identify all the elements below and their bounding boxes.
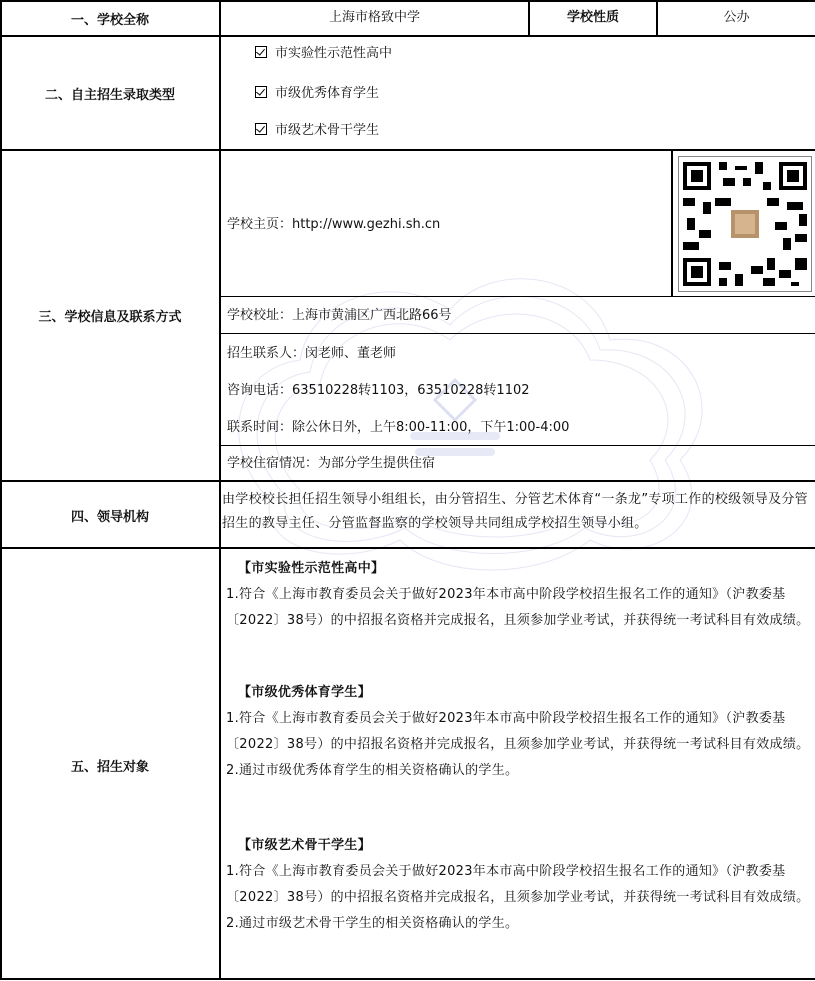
target-section: [226, 556, 813, 634]
target-section: [226, 680, 813, 784]
target-section-title: 【市级艺术骨干学生】: [238, 838, 372, 853]
contact-person: 招生联系人：闵老师、董老师: [227, 346, 397, 361]
contact-phone: 咨询电话：63510228转1103，63510228转1102: [227, 383, 530, 398]
admission-type-item: 市实验性示范性高中: [255, 45, 392, 63]
label-contact-info: 三、学校信息及联系方式: [38, 310, 182, 325]
target-item: 2.通过市级优秀体育学生的相关资格确认的学生。: [226, 763, 519, 778]
lodging-info: 学校住宿情况：为部分学生提供住宿: [227, 456, 436, 471]
homepage[interactable]: 学校主页：http://www.gezhi.sh.cn: [227, 217, 441, 232]
label-leadership: 四、领导机构: [70, 510, 149, 525]
school-address: 学校校址：上海市黄浦区广西北路66号: [227, 308, 452, 323]
target-section: [226, 833, 813, 937]
checked-box-icon: [255, 123, 267, 135]
label-school-type: 学校性质: [566, 10, 619, 25]
target-item: 1.符合《上海市教育委员会关于做好2023年本市高中阶段学校招生报名工作的通知》（沪教委基〔2022〕38号）的中招报名资格并完成报名，且须参加学业考试，并获得统一考试科目有效成绩。: [226, 711, 810, 752]
checked-box-icon: [255, 46, 267, 58]
target-item: 1.符合《上海市教育委员会关于做好2023年本市高中阶段学校招生报名工作的通知》（沪教委基〔2022〕38号）的中招报名资格并完成报名，且须参加学业考试，并获得统一考试科目有效成绩。: [226, 587, 810, 628]
school-type: 公办: [723, 10, 750, 25]
leadership-text: 由学校校长担任招生领导小组组长，由分管招生、分管艺术体育“一条龙”专项工作的校级领导及分管招生的教导主任、分管监督监察的学校领导共同组成学校招生领导小组。: [222, 492, 808, 531]
admission-type-item: 市级优秀体育学生: [255, 85, 379, 103]
qr-code-icon: [678, 156, 812, 292]
target-item: 2.通过市级艺术骨干学生的相关资格确认的学生。: [226, 916, 519, 931]
checked-box-icon: [255, 86, 267, 98]
target-section-title: 【市级优秀体育学生】: [238, 685, 372, 700]
label-school-name: 一、学校全称: [70, 13, 149, 28]
label-targets: 五、招生对象: [70, 760, 149, 775]
target-item: 1.符合《上海市教育委员会关于做好2023年本市高中阶段学校招生报名工作的通知》（沪教委基〔2022〕38号）的中招报名资格并完成报名，且须参加学业考试，并获得统一考试科目有效成绩。: [226, 864, 810, 905]
admission-type-item: 市级艺术骨干学生: [255, 122, 379, 140]
label-admission-types: 二、自主招生录取类型: [44, 88, 175, 103]
school-name: 上海市格致中学: [328, 10, 420, 25]
target-section-title: 【市实验性示范性高中】: [238, 561, 385, 576]
contact-hours: 联系时间：除公休日外，上午8:00-11:00，下午1:00-4:00: [227, 420, 570, 435]
